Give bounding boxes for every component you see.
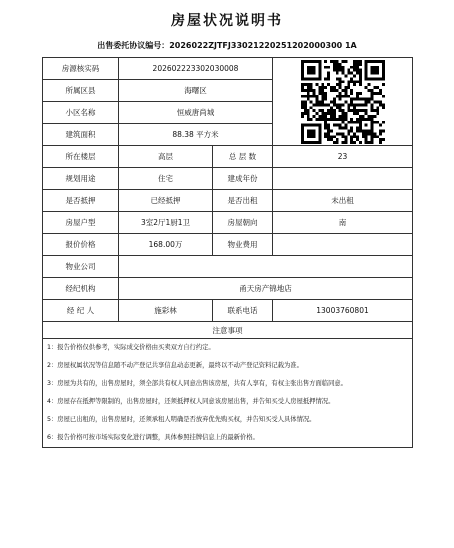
agency-label: 经纪机构 [43,278,119,300]
agent-value: 施彩林 [119,300,213,322]
property-company-value [119,256,413,278]
area-label: 建筑面积 [43,124,119,146]
row-listing-no [43,58,413,80]
mortgage-value: 已经抵押 [119,190,213,212]
notes-list [43,339,413,448]
district-value: 海曙区 [119,80,273,102]
price-value: 168.00万 [119,234,213,256]
qr-code-image [301,60,385,144]
agent-label: 经 纪 人 [43,300,119,322]
note-item: 2：房屋权属状况等信息随不动产登记共享信息动态更新，最终以不动产登记资料记载为准。 [47,362,303,369]
build-year-value [273,168,413,190]
price-label: 报价价格 [43,234,119,256]
property-fee-value [273,234,413,256]
contract-number-line [0,40,454,51]
property-fee-label: 物业费用 [213,234,273,256]
build-year-label: 建成年份 [213,168,273,190]
layout-label: 房屋户型 [43,212,119,234]
rented-label: 是否出租 [213,190,273,212]
note-item: 5：房屋已出租的，出售房屋时，还须承租人明确是否放弃优先购买权，并告知买受人具体情况。 [47,416,316,423]
row-layout [43,212,413,234]
usage-label: 规划用途 [43,168,119,190]
layout-value: 3室2厅1厨1卫 [119,212,213,234]
mortgage-label: 是否抵押 [43,190,119,212]
row-notes [43,339,413,448]
note-item: 4：房屋存在抵押等限制的，出售房屋时，还须抵押权人同意该房屋出售，并告知买受人房屋抵押情况。 [47,398,335,405]
property-company-label: 物业公司 [43,256,119,278]
contract-number-value: 2026022ZJTFJ33021220251202000300 1A [169,41,357,50]
floor-value: 高层 [119,146,213,168]
orientation-value: 南 [273,212,413,234]
phone-label: 联系电话 [213,300,273,322]
notes-title: 注意事项 [43,322,413,339]
rented-value: 未出租 [273,190,413,212]
row-mortgage [43,190,413,212]
orientation-label: 房屋朝向 [213,212,273,234]
total-floors-label: 总 层 数 [213,146,273,168]
note-item: 6：报告价格可按市场实际变化进行调整，具体参照挂牌信息上的最新价格。 [47,434,259,441]
total-floors-value: 23 [273,146,413,168]
floor-label: 所在楼层 [43,146,119,168]
agency-value: 甬天房产锦地店 [119,278,413,300]
listing-no-value: 202602223302030008 [119,58,273,80]
usage-value: 住宅 [119,168,213,190]
row-usage [43,168,413,190]
community-value: 恒威唐尚城 [119,102,273,124]
qr-code-cell [273,58,413,146]
listing-no-label: 房源核实码 [43,58,119,80]
row-agency [43,278,413,300]
phone-value: 13003760801 [273,300,413,322]
row-price [43,234,413,256]
row-agent [43,300,413,322]
row-notes-title [43,322,413,339]
area-value: 88.38 平方米 [119,124,273,146]
property-info-table [42,57,413,448]
community-label: 小区名称 [43,102,119,124]
row-floor [43,146,413,168]
row-property-company [43,256,413,278]
document-title: 房屋状况说明书 [171,13,283,29]
district-label: 所属区县 [43,80,119,102]
note-item: 1：报告价格仅供参考，实际成交价格由买卖双方自行约定。 [47,344,215,351]
contract-number-label: 出售委托协议编号： [97,41,170,50]
note-item: 3：房屋为共有的，出售房屋时，须全部共有权人同意出售该房屋，共有人享有，有权主张出售方面临同意。 [47,380,347,387]
